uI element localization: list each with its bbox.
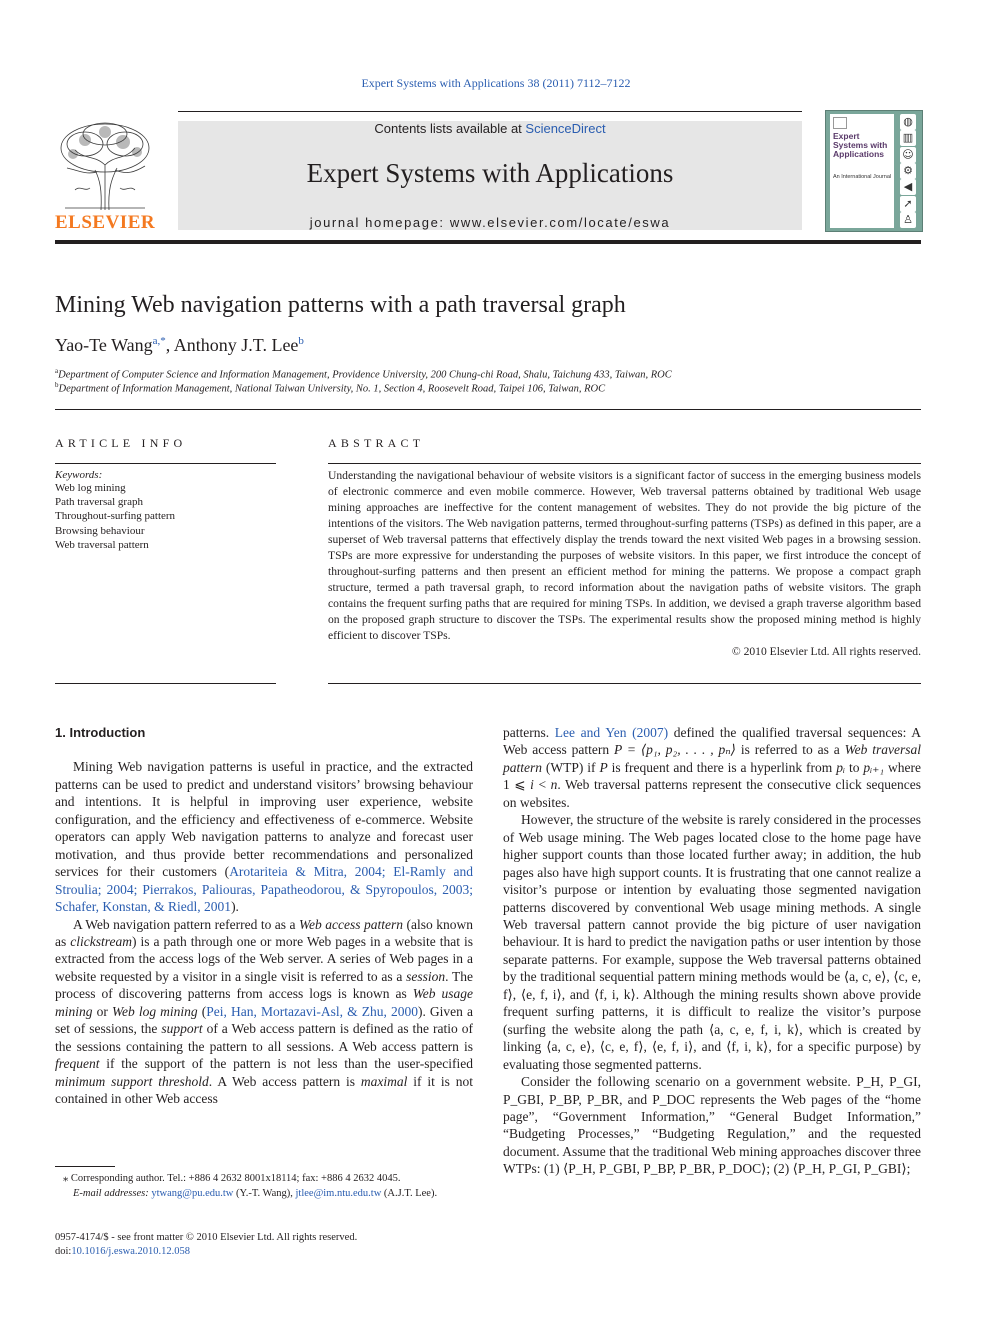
arrow-icon: ➚ (900, 196, 916, 212)
contents-prefix: Contents lists available at (374, 121, 526, 136)
journal-banner (178, 121, 802, 230)
email-owner: (A.J.T. Lee). (381, 1188, 438, 1199)
citation-link[interactable]: Pei, Han, Mortazavi-Asl, & Zhu, 2000 (206, 1003, 418, 1019)
math: n (550, 777, 558, 793)
term: Web access pattern (299, 916, 404, 932)
article-info-heading: ARTICLE INFO (55, 436, 187, 450)
math: P = ⟨p₁, p₂, . . . , pₙ⟩ (613, 742, 736, 758)
affiliation-b (55, 381, 605, 395)
paragraph (55, 916, 473, 1108)
abstract-heading: ABSTRACT (328, 436, 425, 450)
text: if it is not contained in other Web access (55, 1073, 473, 1107)
term: frequent (55, 1056, 100, 1072)
left-column (55, 724, 473, 1108)
author-name[interactable]: Yao-Te Wang (55, 335, 153, 355)
paragraph: However, the structure of the website is rarely considered in the processes of Web usage mining. The Web pages located close to the home page have higher support counts than those located further away; in addition, the hub pages also have high support counts. It is frustrating that one cannot realize a visitor’s purpose or intention by evaluating those segmented navigation patterns discovered by conventional Web usage mining methods. A single Web traversal pattern cannot provide the big picture of user navigation behaviour. It is hard to predict the navigation paths or user intention by those separate patterns. For example, suppose the Web traversal patterns obtained by the traditional sequential pattern mining methods would be ⟨a, c, e⟩, ⟨c, e, f⟩, ⟨e, f, i⟩, and ⟨f, i, k⟩. Although the mining results shown above provide frequent surfing patterns, it is difficult to realize the visitor’s purpose (surfing the website along the path ⟨a, c, e, f, i, k⟩, which is created by linking ⟨a, c, e⟩, ⟨c, e, f⟩, ⟨e, f, i⟩, and ⟨f, i, k⟩, for a specific purpose) by evaluating those segmented patterns. (503, 812, 921, 1072)
journal-citation[interactable]: Expert Systems with Applications 38 (2011) 7112–7122 (361, 76, 631, 90)
math: pᵢ₊₁ (863, 759, 885, 775)
text: patterns. (503, 725, 555, 740)
info-rule (55, 463, 276, 464)
journal-cover[interactable] (825, 110, 923, 232)
citation-link[interactable]: Lee and Yen (2007) (554, 725, 669, 740)
keyword: Throughout-surfing pattern (55, 510, 176, 523)
contents-line (178, 121, 802, 136)
issn-line: 0957-4174/$ - see front matter © 2010 Elsevier Ltd. All rights reserved. (55, 1232, 358, 1243)
text: . The process of discovering patterns from access logs is known as (55, 968, 473, 1002)
text: (WTP) if (542, 759, 600, 775)
right-column (503, 724, 921, 1178)
affiliation-a (55, 367, 672, 381)
chart-icon: ▥ (900, 130, 916, 146)
header-rule (178, 111, 802, 112)
article-title: Mining Web navigation patterns with a path traversal graph (55, 292, 626, 318)
cover-panel (830, 114, 894, 228)
people-icon: ☺ (900, 147, 916, 163)
cover-logo-icon (833, 117, 847, 129)
author-list (55, 335, 304, 356)
cover-subtitle: An International Journal (833, 174, 892, 180)
affil-mark: b (55, 381, 59, 389)
text: ) is a path through one or more Web pages in a website that is extracted from the access logs of the Web server. A series of Web pages in a website requested by a visitor in a single visit is referred to as a (55, 933, 473, 984)
author-affil-mark[interactable]: b (298, 335, 304, 347)
title-rule (55, 409, 921, 410)
term: Web traversal pattern (503, 742, 922, 775)
speaker-icon: ◀ (900, 179, 916, 195)
journal-title: Expert Systems with Applications (306, 158, 674, 188)
text: A Web navigation pattern referred to as a (73, 916, 300, 932)
info-bottom-rule (55, 683, 276, 684)
term: support (161, 1021, 203, 1037)
term: minimum support threshold (55, 1073, 209, 1089)
abstract-text: Understanding the navigational behaviour of website visitors is a significant factor of success in the emerging business models of electronic commerce and even mobile commerce. However, Web traversal patterns obtained by traditional Web usage mining approaches are ineffective for the content management of websites. They do not provide the big picture of the intentions of the visitors. The Web navigation patterns, termed throughout-surfing patterns (TSPs) as defined in this paper, are a superset of Web traversal patterns that effectively display the trends toward the next visited Web pages in a browsing session. TSPs are more expressive for understanding the purposes of website visitors. In this paper, we first introduce the concept of throughout-surfing patterns and then present an efficient method for mining the patterns. We propose a compact graph structure, termed a path traversal graph, to record information about the navigation paths of website visitors. The graph contains the frequent surfing paths that are required for mining TSPs. In addition, we devised a graph traverse algorithm based on the proposed graph structure to discover the TSPs. The experimental results show the proposed mining method is highly efficient to discover TSPs. (328, 469, 921, 642)
section-heading: 1. Introduction (55, 725, 146, 740)
keyword: Web log mining (55, 482, 126, 494)
paragraph-text: Mining Web navigation patterns is useful in practice, and the extracted patterns can be used to predict and understand visitors’ browsing behaviour and intentions. It is helpful in improving user experience, website configuration, and the efficiency and effectiveness of e-commerce. Website operators can apply Web navigation patterns to analyze and forecast user motivation, and thus provide better recommendations and personalized services for their customers ( (55, 759, 473, 880)
term: clickstream (70, 933, 132, 949)
tree-icon (55, 120, 155, 212)
doi-line (55, 1245, 473, 1259)
keywords-block (55, 469, 276, 552)
math: i (530, 777, 534, 793)
math: P (599, 759, 608, 775)
keyword: Browsing behaviour (55, 524, 145, 537)
corresponding-author: ⁎ Corresponding author. Tel.: +886 4 2632 8001x18114; fax: +886 4 2632 4045. (63, 1173, 401, 1184)
text: is frequent and there is a hyperlink from (607, 759, 837, 775)
term: Web log mining (111, 1003, 198, 1019)
keyword: Web traversal pattern (55, 538, 149, 551)
affil-text: Department of Information Management, National Taiwan University, No. 1, Section 4, Roosevelt Road, Taipei 106, Taiwan, ROC (58, 383, 606, 395)
figure-icon: ♙ (900, 212, 916, 228)
paragraph (503, 724, 921, 811)
term: maximal (360, 1073, 408, 1089)
text: where 1 ⩽ (503, 759, 921, 793)
globe-icon: ◍ (900, 114, 916, 130)
abstract-bottom-rule (328, 683, 921, 684)
doi-label: doi: (55, 1246, 72, 1257)
paragraph (55, 758, 473, 915)
text: . Web traversal patterns represent the consecutive click sequences on websites. (503, 777, 922, 810)
author-name[interactable]: Anthony J.T. Lee (173, 335, 299, 355)
sciencedirect-link[interactable]: ScienceDirect (525, 121, 606, 136)
text: if the support of the pattern is not less than the user-specified (99, 1056, 473, 1072)
text: < (533, 777, 551, 793)
cover-title: Expert Systems with Applications (833, 131, 888, 159)
footnote-rule (55, 1166, 115, 1167)
cover-icon-strip (898, 114, 918, 228)
paragraph: Consider the following scenario on a government website. P_H, P_GI, P_GBI, P_BP, P_BR, and P_DOC represents the Web pages of the “home page”, “Government Information,” “General Budget Information,” “Budgeting Processes,” “Budgeting Regulation,” and the requested document. Assume that the traditional Web mining approaches discover three WTPs: (1) ⟨P_H, P_GBI, P_BP, P_BR, P_DOC⟩; (2) ⟨P_H, P_GI, P_GBI⟩; (503, 1074, 921, 1177)
abstract-rule (328, 463, 921, 464)
affil-mark: a (55, 367, 59, 375)
citation-link[interactable]: Arotariteia & Mitra, 2004; El-Ramly and Stroulia; 2004; Pierrakos, Paliouras, Papatheodorou, & Spyropoulos, 2003; Schafer, Konstan, & Riedl, 2001 (55, 864, 473, 915)
math: pᵢ (836, 759, 846, 775)
paragraph-text: ). (231, 899, 239, 915)
author-affil-mark[interactable]: a,* (152, 335, 166, 347)
footnote (55, 1171, 473, 1201)
keywords-label: Keywords: (55, 469, 103, 481)
text: . A Web access pattern is (208, 1073, 361, 1089)
robot-icon: ⚙ (900, 163, 916, 179)
abstract-copyright: © 2010 Elsevier Ltd. All rights reserved. (731, 645, 921, 658)
text: (also known as (55, 916, 473, 949)
text: to (845, 759, 864, 775)
text: defined the qualified traversal sequences: A Web access pattern (503, 725, 921, 758)
text: is referred to as a (735, 742, 845, 758)
term: session (406, 968, 446, 984)
keyword: Path traversal graph (55, 496, 143, 509)
doi-link[interactable]: 10.1016/j.eswa.2010.12.058 (71, 1246, 191, 1257)
front-matter (55, 1231, 473, 1259)
email-link[interactable]: ytwang@pu.edu.tw (151, 1188, 234, 1199)
email-link[interactable]: jtlee@im.ntu.edu.tw (295, 1188, 382, 1199)
email-line (55, 1186, 473, 1201)
email-label: E-mail addresses: (73, 1188, 149, 1199)
text: ). Given a set of sessions, the (55, 1003, 474, 1037)
author-separator: , (165, 335, 174, 355)
text: of a Web access pattern is defined as the ratio of the sessions containing the pattern to all sessions. A Web access pattern is (55, 1021, 474, 1054)
journal-homepage[interactable]: journal homepage: www.elsevier.com/locate/eswa (309, 215, 671, 230)
header-thick-rule (55, 240, 921, 244)
text: ( (197, 1003, 207, 1019)
text: or (92, 1003, 112, 1019)
affil-text: Department of Computer Science and Information Management, Providence University, 200 Chung-chi Road, Shalu, Taichung 433, Taiwan, ROC (58, 369, 672, 381)
term: Web usage mining (55, 986, 473, 1019)
elsevier-wordmark[interactable]: ELSEVIER (55, 212, 156, 233)
email-owner: (Y.-T. Wang), (233, 1188, 296, 1199)
abstract-body (328, 468, 921, 660)
